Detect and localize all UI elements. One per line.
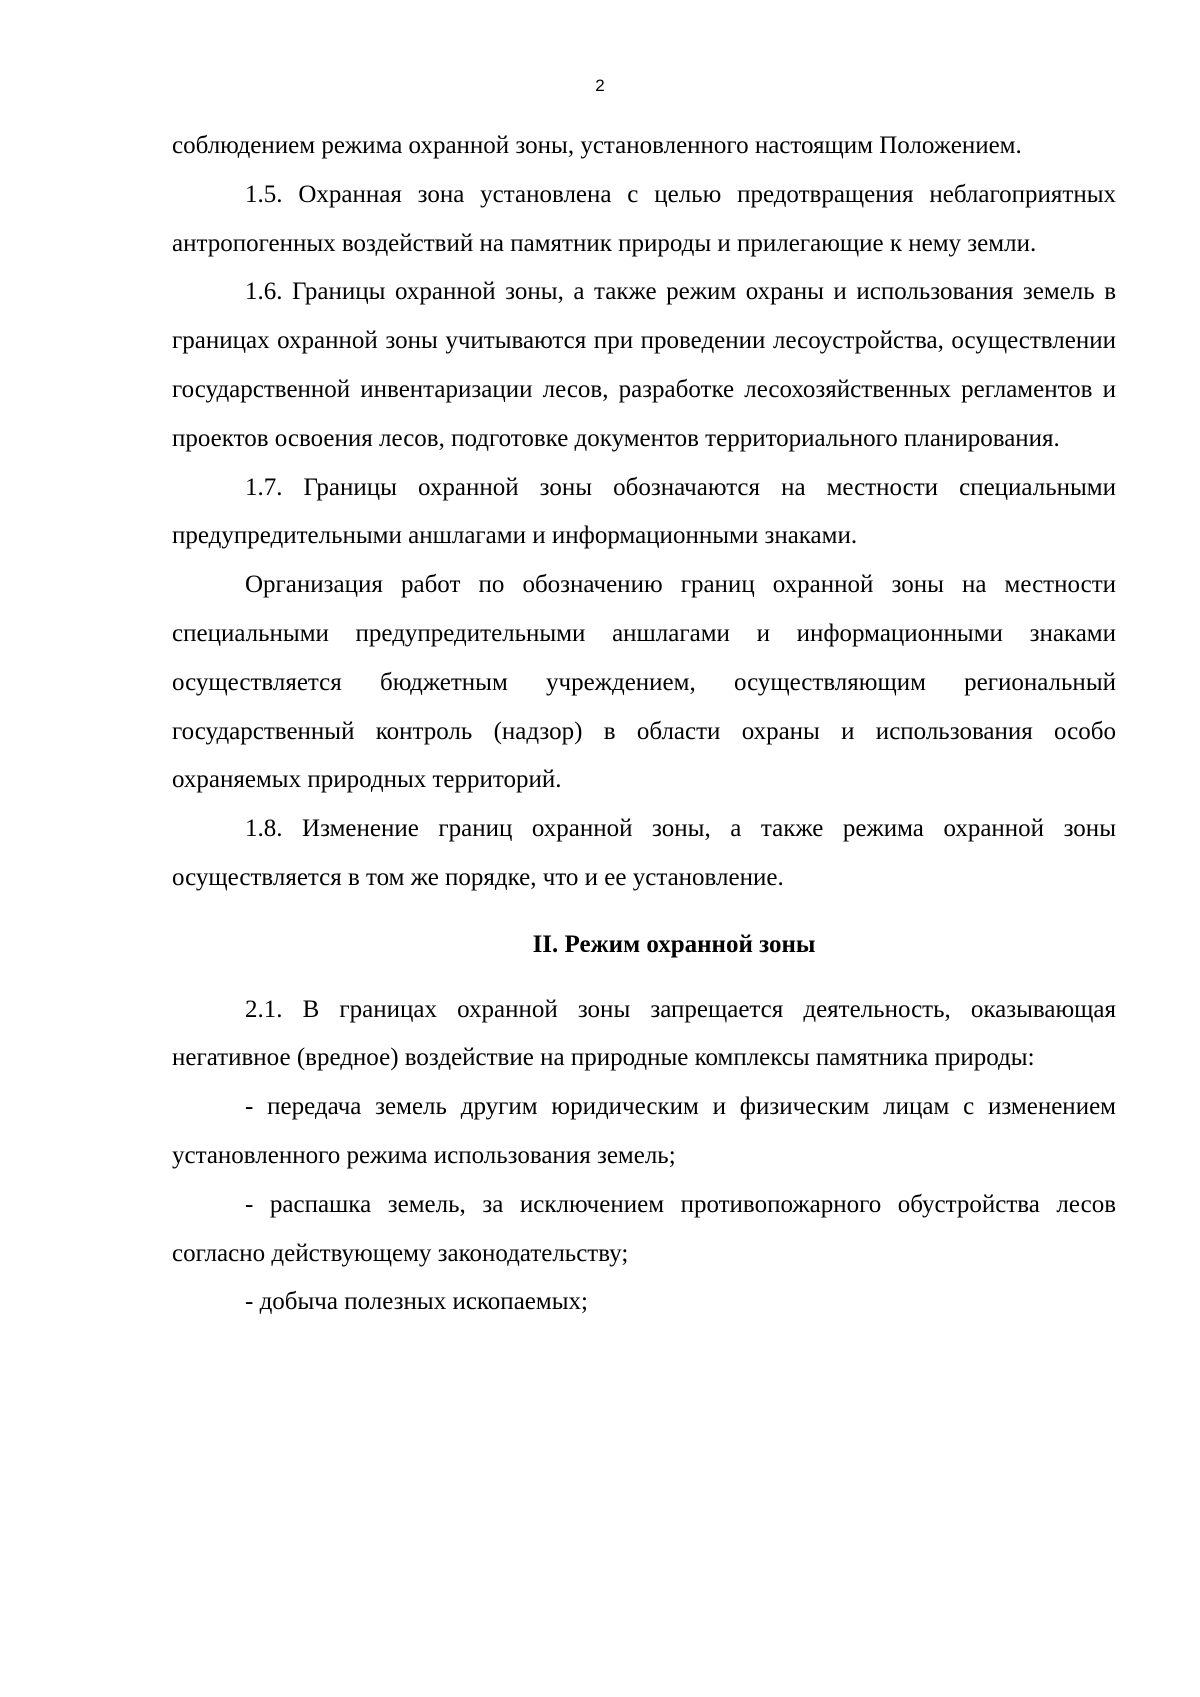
list-item: - добыча полезных ископаемых; xyxy=(245,1288,588,1316)
list-item: - распашка земель, за исключением противопожарного обустройства лесов согласно действующему законодательству; xyxy=(172,1190,1116,1267)
paragraph-2-1: 2.1. В границах охранной зоны запрещается деятельность, оказывающая негативное (вредное) воздействие на природные комплексы памятника природы: xyxy=(172,995,1116,1072)
paragraph-1-7: 1.7. Границы охранной зоны обозначаются на местности специальными предупредительными аншлагами и информационными знаками. xyxy=(172,473,1116,550)
paragraph-continuation: соблюдением режима охранной зоны, установленного настоящим Положением. xyxy=(172,132,1022,159)
paragraph-1-6: 1.6. Границы охранной зоны, а также режим охраны и использования земель в границах охранной зоны учитываются при проведении лесоустройства, осуществлении государственной инвентаризации лесов, разработке лесохозяйственных регламентов и проектов освоения лесов, подготовке документов территориального планирования. xyxy=(172,278,1116,452)
list-item: - передача земель другим юридическим и физическим лицам с изменением установленного режима использования земель; xyxy=(172,1093,1116,1169)
paragraph-1-8: 1.8. Изменение границ охранной зоны, а также режима охранной зоны осуществляется в том же порядке, что и ее установление. xyxy=(172,815,1116,891)
document-body xyxy=(172,122,1116,1327)
page-number: 2 xyxy=(595,76,605,95)
paragraph-1-5: 1.5. Охранная зона установлена с целью предотвращения неблагоприятных антропогенных воздействий на памятник природы и прилегающие к нему земли. xyxy=(172,180,1116,257)
paragraph-1-7-organization: Организация работ по обозначению границ охранной зоны на местности специальными предупредительными аншлагами и информационными знаками осуществляется бюджетным учреждением, осуществляющим региональный государственный контроль (надзор) в области охраны и использования особо охраняемых природных территорий. xyxy=(172,571,1116,794)
section-heading: II. Режим охранной зоны xyxy=(532,930,816,958)
